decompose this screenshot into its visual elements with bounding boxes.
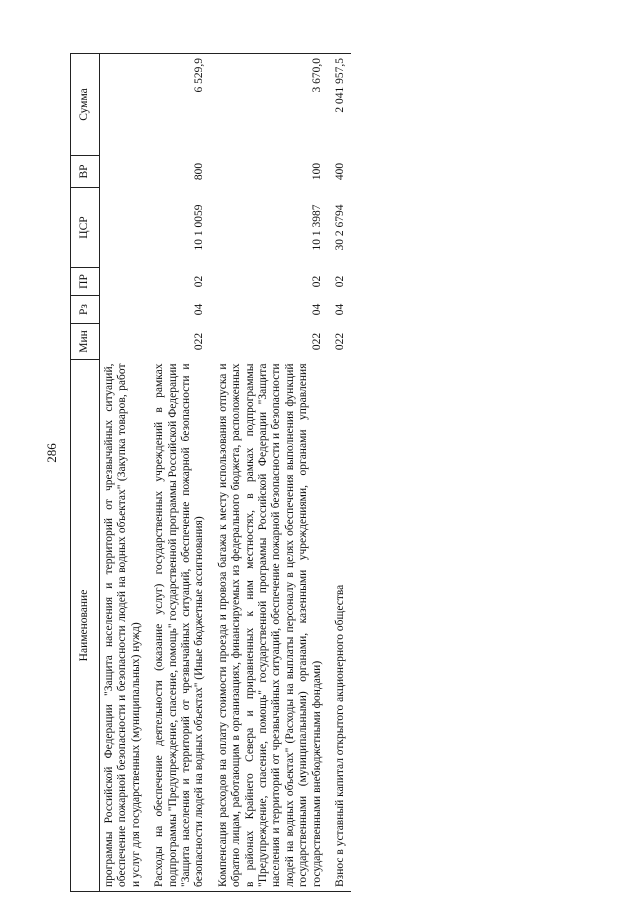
row-csr: 10 1 0059 <box>193 204 206 251</box>
row-min: 022 <box>334 332 347 351</box>
header-csr: ЦСР <box>71 188 100 268</box>
row-sum: 2 041 957,5 <box>333 54 350 156</box>
row-name: программы Российской Федерации "Защита населения и территорий от чрезвычайных ситуаций, обеспечение пожарной безопасности и безопасности людей на водных объектах" (Закупка товаров, работ и услуг для государственных (муниципальных) нужд) <box>100 360 147 892</box>
row-vr: 800 <box>193 162 206 181</box>
row-rz: 04 <box>193 303 206 316</box>
row-vr: 400 <box>334 162 347 181</box>
header-pr: ПР <box>71 268 100 296</box>
row-vr: 100 <box>310 162 323 181</box>
header-min: Мин <box>71 324 100 360</box>
row-sum: 6 529,9 <box>152 54 210 156</box>
row-name: Компенсация расходов на оплату стоимости проезда и провоза багажа к месту использования отпуска и обратно лицам, работающим в организациях, финансируемых из федерального бюджета, расположенных в районах Крайнего Севера и приравненных к ним местностях, в рамках подпрограммы "Предупреждение, спасение, помощь" государственной программы Российской Федерации "Защита населения и территорий от чрезвычайных ситуаций, обеспечение пожарной безопасности и безопасности людей на водных объектах" (Расходы на выплаты персоналу в целях обеспечения выполнения функций государственными (муниципальными) органами, казенными учреждениями, органами управления государственными внебюджетными фондами) <box>216 360 327 892</box>
row-pr: 02 <box>310 275 323 288</box>
row-rz <box>100 296 147 324</box>
row-rz: 04 <box>310 303 323 316</box>
table-row <box>216 54 327 892</box>
row-name: Взнос в уставный капитал открытого акционерного общества <box>333 360 350 892</box>
row-pr: 02 <box>334 275 347 288</box>
table-row <box>100 54 147 892</box>
row-csr: 30 2 6794 <box>334 204 347 251</box>
row-rz: 04 <box>334 303 347 316</box>
row-pr: 02 <box>193 275 206 288</box>
row-min <box>100 324 147 360</box>
row-pr <box>100 268 147 296</box>
table-row <box>333 54 350 892</box>
header-vr: ВР <box>71 156 100 188</box>
row-sum: 3 670,0 <box>216 54 327 156</box>
row-csr <box>100 188 147 268</box>
header-rz: Рз <box>71 296 100 324</box>
budget-table <box>70 53 351 892</box>
row-min: 022 <box>193 332 206 351</box>
row-min: 022 <box>310 332 323 351</box>
row-sum <box>100 54 147 156</box>
row-csr: 10 1 3987 <box>310 204 323 251</box>
rotated-page-content <box>70 54 600 892</box>
row-vr <box>100 156 147 188</box>
table-header-row <box>71 54 100 892</box>
header-sum: Сумма <box>71 54 100 156</box>
table-row <box>152 54 210 892</box>
page-number: 286 <box>44 443 59 463</box>
row-name: Расходы на обеспечение деятельности (оказание услуг) государственных учреждений в рамках подпрограммы "Предупреждение, спасение, помощь" государственной программы Российской Федерации "Защита населения и территорий от чрезвычайных ситуаций, обеспечение пожарной безопасности и безопасности людей на водных объектах" (Иные бюджетные ассигнования) <box>152 360 210 892</box>
header-name: Наименование <box>71 360 100 892</box>
